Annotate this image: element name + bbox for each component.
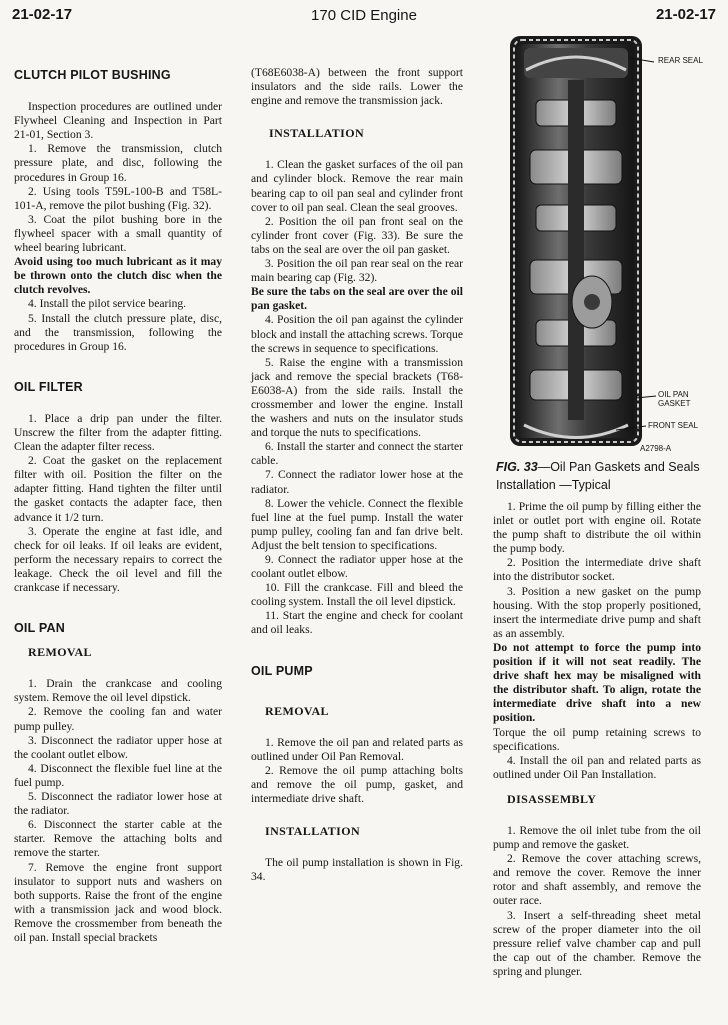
step: 4. Disconnect the flexible fuel line at the fuel pump.	[14, 761, 222, 789]
step: 6. Disconnect the starter cable at the starter. Remove the attaching bolts and remove the starter.	[14, 818, 222, 860]
subheading-removal: REMOVAL	[28, 645, 92, 660]
paragraph: The oil pump installation is shown in Fig. 34.	[251, 856, 463, 884]
subheading-installation: INSTALLATION	[269, 126, 365, 141]
figure-id: A2798-A	[640, 444, 672, 453]
step: 1. Remove the transmission, clutch pressure plate, and disc, following the procedures in Group 16.	[14, 142, 222, 184]
step: 2. Remove the oil pump attaching bolts and remove the oil pump, gasket, and intermediate drive shaft.	[251, 763, 463, 806]
step: 1. Prime the oil pump by filling either the inlet or outlet port with engine oil. Rotate the pump shaft to distribute the oil within the pump body.	[493, 500, 701, 556]
figure-caption-text: —Oil Pan Gaskets and Seals Installation —Typical	[496, 460, 700, 492]
callout-front-seal: FRONT SEAL	[648, 421, 699, 430]
step: 10. Fill the crankcase. Fill and bleed the cooling system. Install the oil level dipstick.	[251, 581, 463, 609]
callout-line: GASKET	[658, 399, 691, 408]
step: 5. Install the clutch pressure plate, disc, and the transmission, following the procedures in Group 16.	[14, 311, 222, 353]
step: 8. Lower the vehicle. Connect the flexible fuel line at the fuel pump. Install the water pump pulley, cooling fan and fan drive belt. Adjust the belt tension to specifications.	[251, 496, 463, 552]
step: 5. Disconnect the radiator lower hose at the radiator.	[14, 790, 222, 818]
callout-line: OIL PAN	[658, 390, 689, 399]
caution-text: Avoid using too much lubricant as it may be thrown onto the clutch disc when the clutch revolves.	[14, 255, 222, 297]
caution-text: Be sure the tabs on the seal are over the oil pan gasket.	[251, 285, 463, 313]
paragraph: Inspection procedures are outlined under Flywheel Cleaning and Inspection in Part 21-01, Section 3.	[14, 100, 222, 142]
step: 5. Raise the engine with a transmission jack and remove the special brackets (T68-E6038-A) from the side rails. Install the crossmember and lower the engine. Install the washers and nuts on the insulator studs and torque the nuts to specifications.	[251, 355, 463, 440]
caution-text: Do not attempt to force the pump into position if it will not seat readily. The drive shaft hex may be misaligned with the distributor shaft. To align, rotate the intermediate drive shaft into a new position.	[493, 640, 701, 725]
subheading-removal: REMOVAL	[265, 703, 329, 718]
heading-oil-pan: OIL PAN	[14, 621, 65, 636]
step: 1. Place a drip pan under the filter. Unscrew the filter from the adapter fitting. Clean the adapter filter recess.	[14, 411, 222, 454]
heading-clutch-pilot-bushing: CLUTCH PILOT BUSHING	[14, 68, 171, 82]
step: 7. Remove the engine front support insulator to support nuts and washers on both supports. Raise the front of the engine with a transmission jack and wood block. Remove the crossmember from beneath the oil pan. Install special brackets	[14, 860, 222, 944]
step: 9. Connect the radiator upper hose at the coolant outlet elbow.	[251, 553, 463, 581]
step: 3. Disconnect the radiator upper hose at the coolant outlet elbow.	[14, 733, 222, 761]
step: 3. Position the oil pan rear seal on the rear main bearing cap (Fig. 32).	[251, 257, 463, 285]
subheading-installation: INSTALLATION	[265, 824, 361, 839]
step: 2. Remove the cooling fan and water pump pulley.	[14, 705, 222, 733]
heading-oil-filter: OIL FILTER	[14, 379, 83, 394]
step: 3. Insert a self-threading sheet metal screw of the proper diameter into the oil pressure relief valve chamber cap and pull the cap out of the chamber. Remove the spring and plunger.	[493, 908, 701, 978]
step: 3. Coat the pilot bushing bore in the flywheel spacer with a small quantity of wheel bearing lubricant.	[14, 212, 222, 255]
step: 2. Position the intermediate drive shaft into the distributor socket.	[493, 556, 701, 584]
step: 2. Coat the gasket on the replacement filter with oil. Position the filter on the adapter fitting. Hand tighten the filter until the gasket contacts the adapter face, then advance it 1/2 turn.	[14, 454, 222, 524]
callout-oil-pan-gasket	[658, 390, 690, 408]
column-middle	[251, 66, 463, 885]
step: 1. Clean the gasket surfaces of the oil pan and cylinder block. Remove the rear main bearing cap to oil pan seal and cylinder front cover to oil pan seal. Clean the seal grooves.	[251, 158, 463, 214]
figure-number: FIG. 33	[496, 460, 538, 474]
column-left	[14, 58, 222, 945]
step: 11. Start the engine and check for coolant and oil leaks.	[251, 609, 463, 637]
paragraph: Torque the oil pump retaining screws to specifications.	[493, 725, 701, 753]
step: 2. Using tools T59L-100-B and T58L-101-A, remove the pilot bushing (Fig. 32).	[14, 184, 222, 212]
paragraph: (T68E6038-A) between the front support insulators and the side rails. Lower the engine and remove the transmission jack.	[251, 66, 463, 108]
step: 6. Install the starter and connect the starter cable.	[251, 440, 463, 468]
step: 2. Position the oil pan front seal on the cylinder front cover (Fig. 33). Be sure the tabs on the seal are over the oil pan gasket.	[251, 214, 463, 256]
figure-caption	[496, 458, 718, 494]
step: 4. Install the pilot service bearing.	[28, 297, 187, 311]
step: 7. Connect the radiator lower hose at the radiator.	[251, 468, 463, 496]
column-right	[493, 500, 701, 979]
step: 3. Operate the engine at fast idle, and check for oil leaks. If oil leaks are evident, perform the necessary repairs to correct the leakage. Check the oil level and fill the crankcase if necessary.	[14, 524, 222, 594]
page-header-title: 170 CID Engine	[311, 7, 417, 24]
step: 4. Position the oil pan against the cylinder block and install the attaching screws. Torque the screws in sequence to specifications.	[251, 313, 463, 355]
step: 3. Position a new gasket on the pump housing. With the stop properly positioned, insert the intermediate drive pump and shaft as an assembly.	[493, 584, 701, 640]
step: 1. Drain the crankcase and cooling system. Remove the oil level dipstick.	[14, 677, 222, 705]
callout-rear-seal: REAR SEAL	[658, 56, 703, 65]
page-number-right: 21-02-17	[655, 6, 716, 23]
step: 4. Install the oil pan and related parts as outlined under Oil Pan Installation.	[493, 753, 701, 781]
step: 2. Remove the cover attaching screws, and remove the cover. Remove the inner rotor and shaft assembly, and remove the outer race.	[493, 852, 701, 908]
subheading-disassembly: DISASSEMBLY	[507, 791, 597, 806]
step: 1. Remove the oil inlet tube from the oil pump and remove the gasket.	[493, 823, 701, 852]
heading-oil-pump: OIL PUMP	[251, 663, 313, 678]
page-number-left: 21-02-17	[12, 6, 73, 23]
step: 1. Remove the oil pan and related parts as outlined under Oil Pan Removal.	[251, 735, 463, 763]
